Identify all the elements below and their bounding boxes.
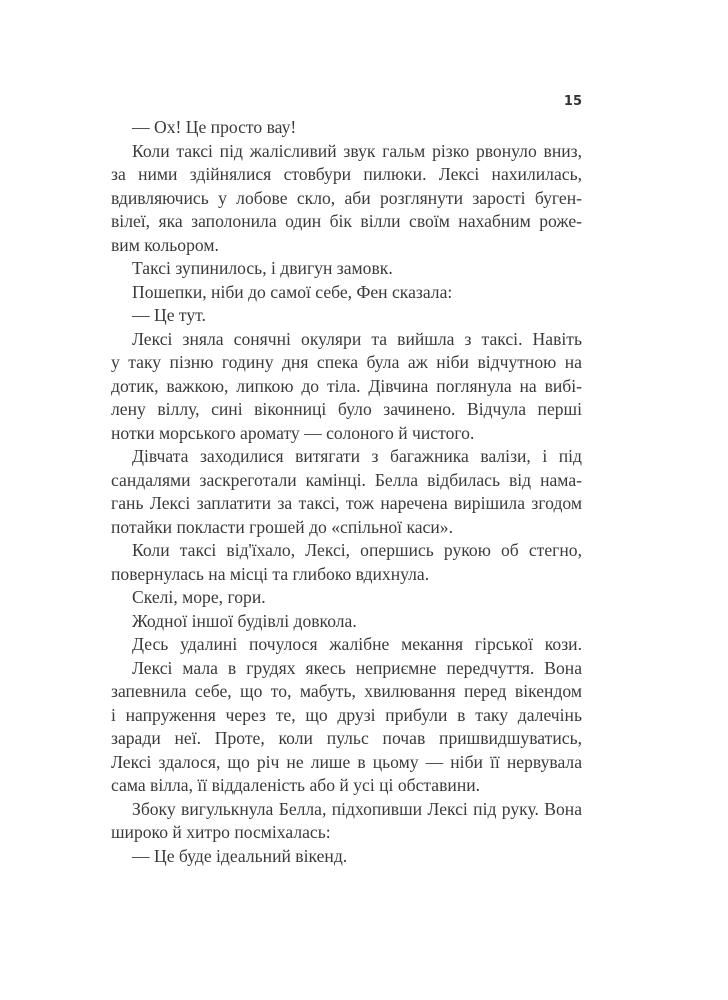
text-line: Коли таксі від'їхало, Лексі, опершись рукою об стегно, [132, 540, 582, 560]
text-line: Скелі, море, гори. [132, 587, 266, 607]
text-line: повернулась на місці та глибоко вдихнула. [111, 563, 430, 584]
text-line: вдивляючись у лобове скло, аби розглянути зарості буген- [111, 187, 582, 208]
text-line: — Це тут. [132, 305, 206, 325]
text-line: лену віллу, сині віконниці було зачинено. Відчула перші [111, 399, 582, 419]
text-line: Лексі здалося, що річ не лише в цьому — ніби її нервувала [111, 751, 582, 772]
text-line: Таксі зупинилось, і двигун замовк. [132, 258, 393, 278]
text-line: і напруження через те, що друзі прибули в таку далечінь [111, 704, 582, 725]
text-line: Збоку вигулькнула Белла, підхопивши Лексі під руку. Вона [132, 798, 582, 819]
text-line: нотки морського аромату — солоного й чистого. [111, 422, 475, 443]
text-line: Лексі зняла сонячні окуляри та вийшла з таксі. Навіть [132, 328, 582, 349]
text-line: запевнила себе, що то, мабуть, хвилювання перед вікендом [111, 681, 582, 701]
text-line: Пошепки, ніби до самої себе, Фен сказала: [132, 281, 453, 302]
body-text [111, 116, 582, 868]
text-line: широко й хитро посміхалась: [111, 822, 331, 842]
text-line: Жодної іншої будівлі довкола. [132, 610, 357, 631]
text-line: — Це буде ідеальний вікенд. [132, 845, 348, 866]
text-line: гань Лексі заплатити за таксі, тож наречена вирішила згодом [111, 493, 582, 513]
text-line: за ними здійнялися стовбури пилюки. Лексі нахилилась, [111, 164, 582, 184]
text-line: вим кольором. [111, 234, 219, 255]
text-line: у таку пізню годину дня спека була аж ніби відчутною на [111, 352, 582, 372]
text-line: дотик, важкою, липкою до тіла. Дівчина поглянула на вибі- [111, 375, 582, 396]
text-line: — Ох! Це просто вау! [132, 117, 297, 137]
text-line: заради неї. Проте, коли пульс почав пришвидшуватись, [111, 728, 582, 748]
page-number: 15 [563, 94, 582, 109]
text-line: сандалями заскреготали камінці. Белла відбилась від нама- [111, 469, 582, 490]
text-line: Десь удалині почулося жалібне мекання гірської кози. [132, 634, 582, 654]
text-line: Дівчата заходилися витягати з багажника валізи, і під [132, 446, 582, 466]
text-line: сама вілла, її віддаленість або й усі ці обставини. [111, 775, 481, 795]
text-line: Коли таксі під жалісливий звук гальм різко рвонуло вниз, [132, 140, 582, 161]
text-line: вілеї, яка заполонила один бік вілли своїм нахабним роже- [111, 211, 582, 231]
text-line: Лексі мала в грудях якесь неприємне передчуття. Вона [132, 657, 582, 678]
text-line: потайки покласти грошей до «спільної каси». [111, 516, 453, 537]
